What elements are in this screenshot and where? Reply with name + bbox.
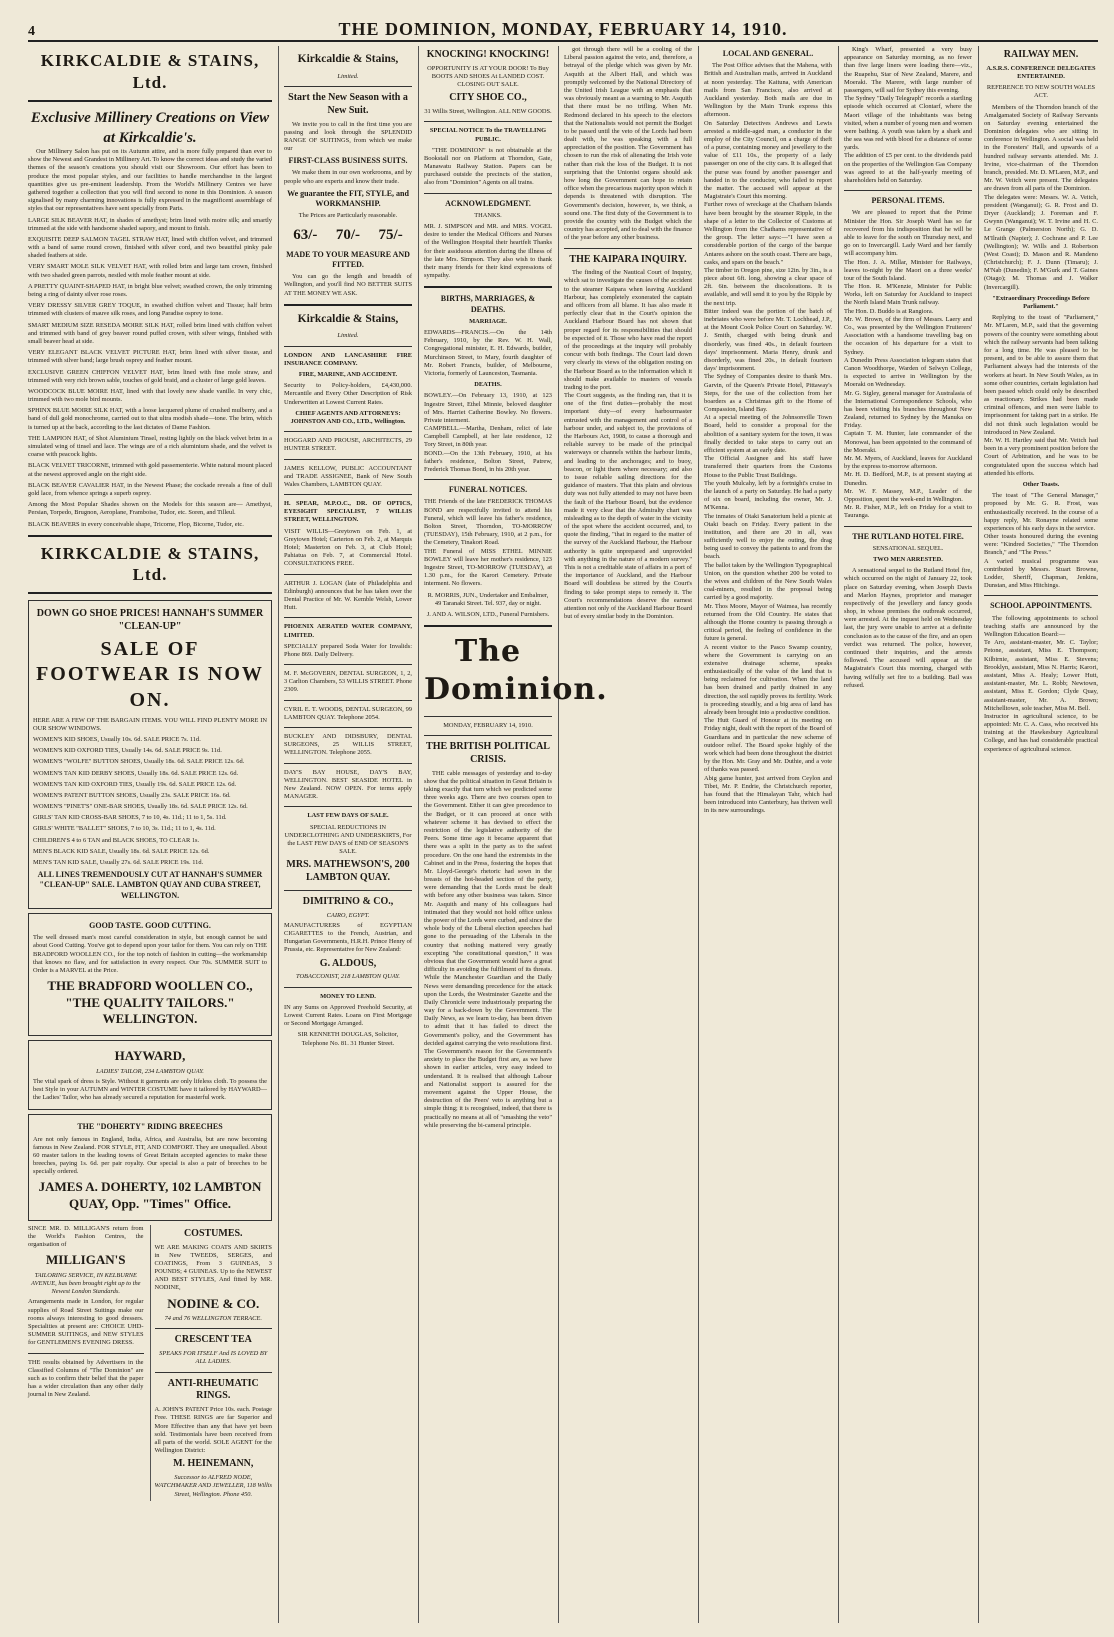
good-taste-text: The well dressed man's most careful consideration in style, but enough cannot be said about Good Cutting. You've got to depend upon your tailor for them. You can rely on THE BRADFORD WOOLLEN CO., for the top notch of fashion in cutting—the workmanship that knows no flaw, and for satisfaction in every respect. Our 70s. SUMMER SUIT to Order is a MARVEL at the Price.: [33, 934, 267, 974]
column-rule: [418, 46, 419, 1623]
hannah-item: WOMEN'S "PINET'S" ONE-BAR SHOES, Usually 18s. 6d. SALE PRICE 12s. 6d.: [33, 803, 248, 811]
limited-label: Limited.: [337, 72, 359, 80]
marriage-heading: MARRIAGE.: [469, 317, 507, 325]
crisis-continued: got through there will be a cooling of the Liberal passion against the veto, and, therefore, a betrayal of the pledge which was given by Mr. Asquith at the Albert Hall, and which was promptly welcomed by the National Directory of the United Irish League with an emphasis that was obviously meant as a warning to Mr. Asquith that there must be no trifling. When Mr. Redmond declared in his speech to the electors that the Nationalists would not permit the Budget to be passed until the veto of the Lords had been dealt with, he was speaking with a full appreciation of the position. The Government has chosen to run the risk of alienating the Irish vote rather than risk the loss of the Budget. It is not surprising that the Unionist organs should ask how long the Government can hope to retain office when the precarious majority upon which it depends is threatened with disruption. The Government's decision, however, is, we think, a sound one. The first duty of the Government is to provide the country with the Budget which the country has accepted, and to deal with the finance of the year before any other business.: [564, 46, 692, 242]
kellow-ad: JAMES KELLOW, PUBLIC ACCOUNTANT and TRADE ASSIGNEE, Bank of New South Wales Chambers, LAMBTON QUAY.: [284, 464, 412, 488]
kirkcaldie-heading: KIRKCALDIE & STAINS, Ltd.: [40, 51, 260, 92]
london-text: Security to Policy-holders, £4,430,000. Mercantile and Every Other Description of Risk Underwritten at Lowest Current Rates.: [284, 382, 412, 406]
millinery-item: BLACK BEAVERS in every conceivable shape, Tricorne, Flop, Bicorne, Tudor, etc.: [28, 520, 244, 528]
bmd-heading: BIRTHS, MARRIAGES, & DEATHS.: [440, 294, 536, 314]
hannah-item: WOMEN'S PATENT BUTTON SHOES, Usually 23s. SALE PRICE 16s. 6d.: [33, 791, 231, 799]
millinery-item: THE LAMPION HAT, of Shot Aluminium Tinsel, resting lightly on the black velvet brim in a simulated wing of tinsel and lace. The wings are of a rich aluminium shade, and the velvet is coarse with peacock lights.: [28, 434, 272, 459]
deaths-heading: DEATHS.: [474, 381, 502, 389]
hannah-heading: DOWN GO SHOE PRICES! HANNAH'S SUMMER "CLEAN-UP": [36, 608, 264, 632]
column-1: [28, 46, 272, 1623]
price-item: 63/-: [293, 226, 318, 243]
hayward-name: HAYWARD,: [114, 1047, 186, 1063]
bottom-ads: [28, 1225, 272, 1501]
made-to-measure: MADE TO YOUR MEASURE AND FITTED.: [286, 249, 410, 269]
funeral-heading: FUNERAL NOTICES.: [448, 485, 528, 495]
doherty-text: Are not only famous in England, India, Africa, and Australia, but are now becoming famous in New Zealand. FOR STYLE, FIT, AND COMFORT. They are unequalled. About 60 master tailors in the leading towns of Great Britain accepted agencies to make these breeches, paying 1s. 6d. per pair royalty. Our special is also a pair of breeches to be specially ordered.: [33, 1135, 267, 1176]
hannah-item: CHILDREN'S 4 to 6 TAN and BLACK SHOES, TO CLEAR 1s.: [33, 836, 200, 844]
doherty-name: JAMES A. DOHERTY, 102 LAMBTON QUAY, Opp. "Times" Office.: [38, 1179, 262, 1212]
workrooms-text: We make them in our own workrooms, and by people who are experts and know their trade.: [284, 169, 412, 185]
millinery-item: Among the Most Popular Shades shown on the Models for this season are— Amethyst, Persian, Torpedo, Brugnon, Aeroplane, Framboise, Tudor, etc. Soren, and Tilleul.: [28, 501, 272, 517]
milligan-name: MILLIGAN'S: [46, 1252, 126, 1268]
millinery-item: VERY DRESSY SILVER GREY TOQUE, in swathed chiffon velvet and Tissue; half brim trimmed with clusters of mauve silk roses, and long Paradise osprey to tone.: [28, 302, 272, 318]
knocking-heading: KNOCKING! KNOCKING!: [426, 49, 550, 60]
woods-ad: CYRIL E. T. WOODS, DENTAL SURGEON, 99 LAMBTON QUAY. Telephone 2054.: [284, 705, 412, 721]
column-2: [284, 46, 412, 1623]
bradford-name: THE BRADFORD WOOLLEN CO., "THE QUALITY TAILORS." WELLINGTON.: [47, 978, 253, 1027]
crescent-heading: CRESCENT TEA: [174, 1334, 252, 1346]
didsbury-ad: BUCKLEY AND DIDSBURY, DENTAL SURGEONS, 25 WILLIS STREET, WELLINGTON. Telephone 2055.: [284, 733, 412, 757]
other-toasts-heading: Other Toasts.: [1022, 480, 1060, 488]
column-rule: [278, 46, 279, 1623]
column-6: [844, 46, 972, 1623]
parliament-text: Replying to the toast of "Parliament," Mr. M'Laren, M.P., said that the governing powers of the country were something about which the railway servants had been talking for a long time. He was pleased to be present, and to be able to assure them that Parliament always had the interests of the workers at heart. In New South Wales, as in some other countries, certain legislation had been passed which could only be described as reactionary. Strikes had been made criminal offences, and men were liable to imprisonment for taking part in a strike. He did not think such legislation would be introduced in New Zealand. Mr. W. H. Hartley said that Mr. Veitch had been in a very prominent position before the Court of Arbitration, and he was to be congratulated upon the success which had attended his efforts.: [984, 314, 1098, 477]
marriage-text: EDWARDS—FRANCIS.—On the 14th February, 1910, by the Rev. W. H. Wall, Congregational minister, E. H. Edwards, builder, Murchinson Street, to Mary, fourth daughter of Mr. Robert Francis, builder, of Melbourne, Victoria, formerly of Launceston, Tasmania.: [424, 329, 552, 377]
masthead: [28, 18, 1098, 42]
limited-label-2: Limited.: [337, 332, 359, 340]
logan-ad: ARTHUR J. LOGAN (late of Philadelphia and Edinburgh) announces that he has taken over the Dental Practice of Mr. W. Kemble Welsh, Lower Hutt.: [284, 579, 412, 612]
knocking-sub: OPPORTUNITY IS AT YOUR DOOR! To Buy BOOTS AND SHOES At LANDED COST. CLOSING OUT SALE.: [427, 64, 549, 89]
special-notice-text: "THE DOMINION" is not obtainable at the Bookstall nor on Platform at Thorndon, Gate, Manawatu Railway Station. Papers can be purchased outside the precincts of the station, also from "Dominion" Agents on all trains.: [424, 146, 552, 187]
millinery-item: VERY SMART MOLE SILK VELVET HAT, with rolled brim and large tam crown, finished with two shaded green parrots, nestled with mole feather mount at side.: [28, 263, 272, 279]
aldous-sub: TOBACCONIST, 218 LAMBTON QUAY.: [296, 973, 400, 981]
millinery-item: BLACK BEAVER CAVALIER HAT, in the Newest Phase; the cockade reveals a fine of dull gold lace, from whence springs a superb osprey.: [28, 481, 272, 497]
hannah-item: MEN'S BLACK KID SALE, Usually 18s. 6d. SALE PRICE 12s. 6d.: [33, 847, 210, 855]
city-shoe-sub: 31 Willis Street, Wellington. ALL NEW GOODS.: [424, 108, 552, 116]
costumes-text: WE ARE MAKING COATS AND SKIRTS in New TWEEDS, SERGES, and COATINGS, From 3 GUINEAS, 3 POUNDS; 4 GUINEAS. Up to the NEWEST AND BEST STYLES, And fitted by MR. NODINE,: [154, 1243, 272, 1292]
aldous-name: G. ALDOUS,: [319, 957, 377, 969]
masthead-title: THE DOMINION, MONDAY, FEBRUARY 14, 1910.: [338, 19, 788, 39]
hannah-item: WOMEN'S "WOLFE" BUTTON SHOES, Usually 18s. 6d. SALE PRICE 12s. 6d.: [33, 758, 245, 766]
millinery-item: BLACK VELVET TRICORNE, trimmed with gold passementerie. White natural mount placed at the newest approved angle on the right side.: [28, 462, 272, 478]
undertaker-ad: R. MORRIS, JUN., Undertaker and Embalmer, 49 Taranaki Street. Tel. 937, day or night.: [427, 591, 549, 607]
mcgovern-ad: M. F. McGOVERN, DENTAL SURGEON, 1, 2, 3 Carlton Chambers, 53 WILLIS STREET. Phone 2309.: [284, 670, 412, 694]
rutland-heading: THE RUTLAND HOTEL FIRE.: [852, 531, 964, 541]
hoggard-ad: HOGGARD AND PROUSE, ARCHITECTS, 29 HUNTER STREET.: [284, 437, 412, 453]
crescent-sub: SPEAKS FOR ITSELF And IS LOVED BY ALL LADIES.: [159, 1350, 268, 1366]
hannah-item: GIRLS' TAN KID CROSS-BAR SHOES, 7 to 10, 4s. 11d.; 11 to 1, 5s. 11d.: [33, 814, 227, 822]
milligan-ad: [28, 1225, 144, 1501]
money-heading: MONEY TO LEND.: [320, 992, 376, 1000]
heinemann-sub: Successor to ALFRED NODE, WATCHMAKER AND JEWELLER, 118 Willis Street, Wellington. Phone 450.: [154, 1474, 272, 1498]
column-3: [424, 46, 608, 1623]
kaipara-heading: THE KAIPARA INQUIRY.: [569, 253, 687, 265]
suit-intro: We invite you to call in the first time you are passing and look through the SPLENDID RANGE OF SUITINGS, from which we make our: [284, 120, 412, 153]
millinery-intro: Our Millinery Salon has put on its Autumn attire, and is more fully prepared than ever to show the Newest and Grandest in Millinery Art. To know the correct ideas and study the varied themes of the season's creations you should visit our Showroom. Our effort has been to produce the most popular styles, and our facilities to handle merchandise in the largest quantities give us pre-eminent leadership. From the World's Millinery Centres we have gathered together a collection that you will find second to none in this Dominion. A season signalised by many charming innovations is fully expressed in the magnificent assemblage of styles that our representatives have sent specially from Paris.: [28, 148, 272, 213]
railway-text: Members of the Thorndon branch of the Amalgamated Society of Railway Servants on Saturday evening entertained the Dominion delegates who are sitting in conference in Wellington. A social was held in the Foresters' Hall, and upwards of a hundred railway servants attended. Mr. J. Irvine, vice-chairman of the Thorndon branch, presided. Mr. D. M'Laren, M.P., and Mr. W. Veitch were present. The delegates are drawn from all parts of the Dominion. The delegates were: Messrs. W. A. Veitch, president (Wanganui); G. R. Frost and D. Dryer (Auckland); J. Foreman and F. Gwynn (Wanganui); W. T. Irvine and H. C. Le Grange (Palmerston North); G. D. M'Ilraith (Napier); J. Cochrane and P. Lee (Wellington); W. Wills and J. Robertson (West Coast); D. Mason and R. Mandeno (Christchurch); F. J. Dunn (Timaru); J. M'Nab (Dunedin); F. M'Gurk and T. Gaines (Otago); M. Thomas and J. Walker (Invercargill).: [984, 103, 1098, 291]
millinery-item: WOODCOCK BLUE MOIRE HAT, lined with that lovely new shade vanille. In very chic, trimmed with two mole bird mounts.: [28, 387, 272, 404]
funeral-text: THE Friends of the late FREDERICK THOMAS BOND are respectfully invited to attend his Funeral, which will leave his father's residence, Bolton Street, Thorndon, TO-MORROW (TUESDAY), 15th February, 1910, at 2 p.m., for the Cemetery, Tinakori Road. THE Funeral of MISS ETHEL MINNIE BOWLEY will leave her mother's residence, 123 Ingestre Street, TO-MORROW (TUESDAY), at 1.30 p.m., for the Karori Cemetery. Private interment. No flowers.: [424, 498, 552, 588]
days-bay-ad: DAY'S BAY HOUSE, DAY'S BAY, WELLINGTON. BEST SEASIDE HOTEL in New Zealand. NOW OPEN. For terms apply MANAGER.: [284, 768, 412, 801]
heinemann-name: M. HEINEMANN,: [173, 1458, 254, 1470]
school-text: The following appointments to school teaching staffs are announced by the Wellington Education Board:— Te Aro, assistant-master, Mr. C. Taylor; Petone, assistant, Miss E. Thompson; Kilbirnie, assistant, Miss E. Stevens; Brooklyn, assistant, Miss N. Harris; Karori, assistant, Miss A. Healy; Lower Hutt, assistant-master, Mr. L. Robb; Newtown, assistant, Miss E. Gordon; Clyde Quay, assistant-master, Mr. A. Brown; Mitchelltown, sole teacher, Miss M. Bell. Instructor in agricultural science, to be appointed: Mr. C. A. Cass, who received his training at the Hawkesbury Agricultural College, and has had considerable practical experience of agricultural science.: [984, 614, 1098, 753]
london-sub: FIRE, MARINE, AND ACCIDENT.: [298, 371, 398, 379]
dimitrino-text: MANUFACTURERS of EGYPTIAN CIGARETTES to the French, Austrian, and Hungarian Governments, H.R.H. Prince Henry of Prussia, etc. Representative for New Zealand:: [284, 921, 412, 954]
milligan-sub: TAILORING SERVICE, IN KELBURNE AVENUE, has been brought right up to the Newest London Standards.: [31, 1271, 141, 1296]
wilson-ad: J. AND A. WILSON, LTD., Funeral Furnishers.: [426, 610, 550, 618]
page-number: 4: [28, 24, 35, 39]
dimitrino-name: DIMITRINO & CO.,: [302, 895, 394, 907]
spear-ad: H. SPEAR, M.P.O.C., DR. OF OPTICS, EYESIGHT SPECIALIST, 7 WILLIS STREET, WELLINGTON.: [284, 500, 412, 524]
doherty-ad: [28, 1114, 272, 1220]
millinery-item: EXQUISITE DEEP SALMON TAGEL STRAW HAT, lined with chiffon velvet, and trimmed with a band of same round crown, finished with silver cord, and two beautiful pinky pale shaded feathers at side.: [28, 235, 272, 260]
hayward-text: The vital spark of dress is Style. Without it garments are only lifeless cloth. To possess the best Style in your AUTUMN and WINTER COSTUME have it tailored by HAYWARD—the Ladies' Tailor, who has already secured a reputation for masterful work.: [33, 1077, 267, 1102]
rutland-arrest: TWO MEN ARRESTED.: [873, 555, 943, 563]
rutland-sub: SENSATIONAL SEQUEL.: [872, 544, 944, 552]
deaths-text: BOWLEY.—On February 13, 1910, at 123 Ingestre Street, Ethel Minnie, beloved daughter of Mrs. Harriet Catherine Bowley. No flowers. Private interment. CAMPBELL.—Martha, Denham, relict of late Campbell Campbell, at her late residence, 12 Tory Street, in 80th year. BOND.—On the 13th February, 1910, at his father's residence, Bolton Street, Patrew, Frederick Thomas Bond, in his 20th year.: [424, 392, 552, 474]
phoenix-heading: PHOENIX AERATED WATER COMPANY, LIMITED.: [284, 623, 412, 639]
spear-text: VISIT WILLIS—Greytown on Feb. 1, at Greytown Hotel; Carterton on Feb. 2, at Marquis Hotel; Masterton on Feb. 3, at Club Hotel; Pahiatua on Feb. 7, at Commercial Hotel. CONSULTATIONS FREE.: [284, 527, 412, 568]
costumes-heading: COSTUMES.: [183, 1227, 243, 1239]
london-heading: LONDON AND LANCASHIRE FIRE INSURANCE COMPANY.: [284, 351, 412, 367]
first-class-heading: FIRST-CLASS BUSINESS SUITS.: [288, 156, 408, 166]
milligan-text-2: Arrangements made in London, for regular supplies of Road Street Suitings make our rooms always interesting to good dressers. Specialities at present are: CHOICE UHD-SUMMER SUITINGS, and NEW STYLES for GENTLEMEN'S EVENING DRESS.: [28, 1298, 144, 1347]
millinery-item: A PRETTY QUAINT-SHAPED HAT, in bright blue velvet; swathed crown, the only trimming being a ring of dainty silver rose roses.: [28, 282, 272, 298]
hannah-item: WOMEN'S TAN KID OXFORD TIES, Usually 19s. 6d. SALE PRICE 12s. 6d.: [33, 780, 237, 788]
railway-heading: RAILWAY MEN.: [1003, 49, 1079, 60]
guarantee-heading: We guarantee the FIT, STYLE, and WORKMANSHIP.: [287, 188, 409, 209]
gazette-note: THE results obtained by Advertisers in the Classified Columns of "The Dominion" are such as to confirm their belief that the paper has a wider circulation than any other daily journal in New Zealand.: [28, 1358, 144, 1399]
better-suits: You can go the length and breadth of Wellington, and you'll find NO BETTER SUITS AT THE MONEY WE ASK.: [284, 273, 412, 297]
column-7: [984, 46, 1098, 1623]
crisis-text: THE cable messages of yesterday and to-day show that the political situation in Great Britain is taking exactly that turn which we predicted some three weeks ago. There are two courses open to the Government. Either it can give precedence to the Budget, or it can proceed at once with whatever scheme it has devised to effect the restriction of the legislative authority of the Peers. Some time ago it became apparent that there was a split in the party as to the safest procedure. On the one hand the extremists in the Cabinet and in the Press, fostering the hopes that Mr. Lloyd-George's rhetoric had sown in the breasts of the hot-headed section of the party, were demanding that the Lords must be dealt with before any other business was taken. Since Mr. Asquith and many of his colleagues had intimated that they would not hold office unless the power of the Lords were curbed, and since the whole body of the Liberal election speeches had gone to the persuading of the Liberals in the country that nothing mattered very greatly excepting "the constitutional question," it was obvious that the Government would have a great difficulty in avoiding the fulfilment of its threats. While the Manchester Guardian and the Daily News were demanding precedence for the attack upon the Lords, the Westminster Gazette and the Daily Chronicle were industriously preparing the way for a back-down by the Government. The Daily News, as we learn to-day, has been driven to admit that it has failed to direct the Government's policy, and the Government has decided against carrying the veto resolutions first. The Government's reason for the Government's anxiety to place the Budget first are, as we have shown in earlier articles, very easy indeed to understand. It is realised that although Labour and Nationalist support is assured for the movement against the Upper House, the destruction of the Peers' veto is anything but a simple thing; it is recognised, indeed, that there is practically no means at all of "smashing the veto" while preserving the bi-cameral principle.: [424, 769, 552, 1129]
hannah-item: WOMEN'S KID OXFORD TIES, Usually 14s. 6d. SALE PRICE 9s. 11d.: [33, 747, 222, 755]
milligan-text: SINCE MR. D. MILLIGAN'S return from the World's Fashion Centres, the organisation of: [28, 1224, 144, 1249]
hannah-item: GIRLS' WHITE "BALLET" SHOES, 7 to 10, 3s. 11d.; 11 to 1, 4s. 11d.: [33, 825, 216, 833]
millinery-item: EXCLUSIVE GREEN CHIFFON VELVET HAT, brim lined with fine mole straw, and trimmed with very rich brown sable, touches of gold braid, and a cluster of large gold leaves.: [28, 368, 272, 384]
dateline: MONDAY, FEBRUARY 14, 1910.: [443, 721, 533, 729]
price-item: 75/-: [378, 226, 403, 243]
hannah-item: WOMEN'S KID SHOES, Usually 10s. 6d. SALE PRICE 7s. 11d.: [33, 735, 201, 743]
other-toasts-text: The toast of "The General Manager," proposed by Mr. G. R. Frost, was enthusiastically received. In the course of a happy reply, Mr. Ronayne related some experiences of his early days in the service. Other toasts honoured during the evening were: "Kindred Societies," "The Thorndon Branch," and "The Press." A varied musical programme was contributed by Messrs. Stuart Browne, Lodder, Sheriff, Chapman, Jenkins, Dunstan, and Miss Hitchings.: [984, 492, 1098, 590]
railway-sub: A.S.R.S. CONFERENCE DELEGATES ENTERTAINED.: [986, 64, 1096, 80]
hannah-footer: ALL LINES TREMENDOUSLY CUT AT HANNAH'S SUMMER "CLEAN-UP" SALE. LAMBTON QUAY AND CUBA STREET, WELLINGTON.: [37, 870, 263, 900]
parliament-heading: "Extraordinary Proceedings Before Parliament.": [992, 294, 1090, 311]
hayward-ad: [28, 1040, 272, 1110]
kaipara-text: The finding of the Nautical Court of Inquiry, which sat to investigate the causes of the accident to the steamer Kaipara when leaving Auckland Harbour, has completely exonerated the captain and officers from all blame. It has also made it perfectly clear that in the Court's opinion the Auckland Harbour Board has not shown that proper regard for its responsibilities that should be expected of it. Those who have read the report of the proceedings at the inquiry will probably concur with both findings. The Court laid down very clearly its views of the obligation resting on the Harbour Board as to the information which it should make available to masters of vessels trading to the port. The Court suggests, as the finding ran, that it is one of the first duties—probably the most important duty—of every harbourmaster entrusted with the management and control of a harbour under, and subject to, the provisions of the Harbours Act, 1908, to cause a thorough and reliable survey to be made of the principal waterways or channels within the harbour limits, and leading to the anchorages; and to buoy, beacon, or light them where necessary; and also to issue reliable sailing directions for the guidance of masters. That this plain and obvious duty was not fully attended to may not have been the fault of the Harbour Board, but the evidence made it very clear that the Admiralty chart was misleading as to the depth of water in the vicinity of the spot where the accident occurred, and, to quote the finding, "that in regard to the matter of the survey of the Auckland Harbour, the Harbour authority is quite unprepared and unprovided with anything in the nature of a modern survey." This is not a creditable state of affairs in a port of the importance of Auckland, and the Harbour Board will doubtless be stirred by the Court's finding to take prompt steps to remedy it. The Court's recommendations deserve the earnest attention not only of the Auckland Harbour Board but of every similar body in the Dominion.: [564, 269, 692, 621]
hannah-intro: HERE ARE A FEW OF THE BARGAIN ITEMS. YOU WILL FIND PLENTY MORE IN OUR SHOW WINDOWS.: [33, 716, 267, 732]
column-4: [564, 46, 692, 1623]
acknowledgment-thanks: THANKS.: [474, 211, 502, 219]
column-rule: [838, 46, 839, 1623]
local-heading: LOCAL AND GENERAL.: [722, 49, 814, 58]
douglas-ad: SIR KENNETH DOUGLAS, Solicitor, Telephone No. 81. 31 Hunter Street.: [297, 1031, 399, 1047]
dimitrino-sub: CAIRO, EGYPT.: [326, 911, 370, 919]
millinery-item: SPHINX BLUE MOIRE SILK HAT, with a loose lacquered plume of crushed mulberry, and a band of dull gold monochrome, carried out to that ultra modish shade—tone. The brim, which is turned up at the back, according to the last dictates of Dame Fashion.: [28, 407, 272, 431]
railway-sub-2: REFERENCE TO NEW SOUTH WALES ACT.: [986, 84, 1096, 100]
kirkcaldie-heading-3: Kirkcaldie & Stains,: [297, 53, 399, 65]
millinery-headline: Exclusive Millinery Creations on View at Kirkcaldie's.: [30, 109, 270, 146]
money-text: IN any Sums on Approved Freehold Security, at Lowest Current Rates. Loans on First Mortgage or Second Mortgage Arranged.: [284, 1003, 412, 1028]
column-5: [704, 46, 832, 1623]
prices-intro: The Prices are Particularly reasonable.: [298, 212, 398, 220]
column-rule: [698, 46, 699, 1623]
special-notice: SPECIAL NOTICE To the TRAVELLING PUBLIC.: [429, 127, 547, 143]
antirings-heading: ANTI-RHEUMATIC RINGS.: [167, 1377, 259, 1402]
mathewson-name: MRS. MATHEWSON'S, 200 LAMBTON QUAY.: [286, 859, 410, 884]
new-season-heading: Start the New Season with a New Suit.: [288, 91, 408, 116]
personal-text: We are pleased to report that the Prime Minister the Hon. Sir Joseph Ward has so far recovered from his indisposition that he will be able to leave for the south on Thursday next, and go on to Invercargill. Lady Ward and her family will accompany him. The Hon. J. A. Millar, Minister for Railways, leaves to-night by the Maori on a three weeks' tour of the South Island. The Hon. R. M'Kenzie, Minister for Public Works, left on Saturday for Auckland to inspect the North Island Main Trunk railway. The Hon. D. Buddo is at Rangiora. Mr. W. Brown, of the firm of Messrs. Laery and Co., was presented by the Wellington Fruiterers' Association with a handsome travelling bag on the occasion of his departure for a visit to Sydney. A Dunedin Press Association telegram states that Canon Woodthorpe, Warden of Selwyn College, is expected to arrive in Wellington by the Moeraki on Wednesday. Mr. G. Sigley, general manager for Australasia of the International Correspondence Schools, who has been visiting his branches throughout New Zealand, returned to Sydney by the Manuka on Friday. Captain T. M. Hunter, late commander of the Monowai, has been appointed to the command of the Moeraki. Mr. M. Myers, of Auckland, leaves for Auckland by the express to-morrow afternoon. Mr. H. D. Bedford, M.P., is at present staying at Dunedin. Mr. W. F. Massey, M.P., Leader of the Opposition, spent the week-end in Wellington. Mr. R. Fisher, M.P., left on Friday for a visit to Tauranga.: [844, 209, 972, 520]
column-rule: [978, 46, 979, 1623]
school-heading: SCHOOL APPOINTMENTS.: [990, 601, 1092, 611]
millinery-item: SMART MEDIUM SIZE RESEDA MOIRE SILK HAT, rolled brim lined with chiffon velvet and trimmed with band of grey beaver round puffed crown, with silver wings, finished with small beaver head at side.: [28, 321, 272, 345]
millinery-item: VERY ELEGANT BLACK VELVET PICTURE HAT, brim lined with silver tissue, and trimmed with silver band; large brush osprey and feather mount.: [28, 349, 272, 365]
price-list: [284, 226, 412, 245]
acknowledgment-heading: ACKNOWLEDGMENT.: [445, 198, 531, 208]
last-few-days: LAST FEW DAYS OF SALE.: [307, 812, 389, 820]
price-item: 70/-: [335, 226, 361, 243]
doherty-heading: THE "DOHERTY" RIDING BREECHES: [77, 1122, 223, 1132]
kirkcaldie-heading-4: Kirkcaldie & Stains,: [297, 312, 399, 325]
bradford-ad: [28, 913, 272, 1036]
hannah-sale: SALE OF FOOTWEAR IS NOW ON.: [36, 637, 264, 711]
good-taste-heading: GOOD TASTE. GOOD CUTTING.: [89, 920, 211, 930]
city-shoe-name: CITY SHOE CO.,: [449, 92, 527, 104]
kirkcaldie-heading-2: KIRKCALDIE & STAINS, Ltd.: [40, 543, 260, 585]
hannah-item: WOMEN'S TAN KID DERBY SHOES, Usually 18s. 6d. SALE PRICE 12s. 6d.: [33, 769, 239, 777]
hannah-item: MEN'S TAN KID SALE, Usually 27s. 6d. SALE PRICE 19s. 11d.: [33, 859, 204, 866]
costumes-column: [150, 1225, 272, 1501]
hayward-sub: LADIES' TAILOR, 234 LAMBTON QUAY.: [96, 1067, 204, 1075]
nameplate: The Dominion.: [424, 634, 608, 708]
reductions-text: SPECIAL REDUCTIONS IN UNDERCLOTHING AND UNDERSKIRTS, For the LAST FEW DAYS of END OF SEASON'S SALE.: [284, 823, 412, 856]
hannah-ad: [28, 600, 272, 909]
antirings-text: A. JOHN'S PATENT Price 10s. each. Postage Free. THESE RINGS are far Superior and More Effective than any that have yet been sold. Testimonials have been received from all parts of the world. SOLE AGENT for the Wellington District:: [154, 1406, 272, 1455]
millinery-item: LARGE SILK BEAVER HAT, in shades of amethyst; brim lined with moire silk; and smartly trimmed at the side with handsome shaded sapory, and mount to finish.: [28, 216, 272, 232]
rutland-text: A sensational sequel to the Rutland Hotel fire, which occurred on the night of January 22, took place on Saturday evening, when Joseph Davis and Marlon Haynes, proprietor and manager respectively of the jewellery and fancy goods shop, in whose premises the outbreak occurred, were arrested. At the inquest held on Wednesday last, the jury were unable to arrive at a definite conclusion as to the cause of the fire, and an open verdict was returned. The police, however, continued their inquiries, and the arrests followed. The accused will appear at the Magistrate's Court this morning, charged with having wilfully set fire to a building. Bail was refused.: [844, 567, 972, 689]
column-rule: [558, 46, 559, 1623]
nodine-name: NODINE & CO.: [167, 1295, 260, 1311]
acknowledgment-text: MR. J. SIMPSON and MR. and MRS. VOGEL desire to tender the Medical Officers and Nurses of the Wellington Hospital their heartfelt Thanks for their assiduous attention during the illness of the late Mrs. Simpson. They also wish to thank their many friends for their kind expressions of sympathy.: [424, 223, 552, 280]
local-text: The Post Office advises that the Mahena, with British and Australian mails, arrived in Auckland at noon yesterday. The Kaituna, with American mails from San Francisco, also arrived at Auckland yesterday. Both mails are due in Wellington by the Main Trunk express this afternoon. On Saturday Detectives Andrews and Lewis arrested a middle-aged man, a conductor in the employ of the City Council, on a charge of theft of a purse, containing money and jewellery to the value of £11 10s., the property of a lady passenger on one of the city cars. It is alleged that the purse was found by another passenger and handed in to the conductor, who failed to report the matter. The accused will appear at the Magistrate's Court this morning. Further rows of wreckage at the Chatham Islands have been brought by the steamer Ripple, in the shape of a letter to the Collector of Customs at Wellington from the Chathams representative of the group. The letter says:—"I have seen a considerable portion of the cargo of the barque Antares ashore on the south coast. There are bags, casks, and spars on the beach." The timber in Oregon pine, size 12in. by 3in., is a piece about 6ft. long, showing a clear space of 2ft. 6in. between the discolorations. It is available, and will send it to you by the Ripple by the next trip. Bitter indeed was the portion of the batch of inebriates who were before Mr. T. Lochhead, J.P., at the Mount Cook Police Court on Saturday. W. J. Smith, charged with being drunk and disorderly, was fined 40s., in default fourteen days' imprisonment. Maria Henry, drunk and disorderly, was fined 20s., in default fourteen days' imprisonment. The Sydney of Companies desire to thank Mrs. Garvin, of the Queen's Private Hotel, Pittaway's Steps, for the use of the collection from her boarders as a Christmas gift to the Home of Compassion, Island Bay. At a special meeting of the Johnsonville Town Board, held to consider a proposal for the abolition of a sanitary system for the town, it was finally decided to take steps to carry out an efficient system at an early date. The Official Assignee and his staff have transferred their quarters from the Customs House to the Public Trust Buildings. The youth Mulcahy, left by a fortnight's cruise in the launch of a party on Saturday. He had a party of six on board, including the owner, Mr. J. M'Kenna. The inmates of Otaki Sanatorium held a picnic at Otaki beach on Friday. Every patient in the institution, and there are 20 in all, was sufficiently well to enjoy the outing, the drag being used to convey the patients to and from the beach. The ballot taken by the Wellington Typographical Union, on the question whether 200 be voted to the wives and children of the New South Wales coal-miners, resulted in the proposal being carried by a good majority. Mr. Thos Moore, Mayor of Waimea, has recently returned from the Old Country. He states that although the Home country is passing through a critical period, the feeling of confidence in the future is general. A recent visitor to the Pasco Swamp country, where the Government is carrying on an extensive drainage scheme, speaks enthusiastically of the value of the land that is being reclaimed for cultivation. When the land has been drained and partly drained in any direction, the soil rapidly proves its fertility. Work is proceeding steadily, and a big area of land has already been brought into a productive condition. The Hutt Guard of Honour at its meeting on Friday night, dealt with the report of the Board of Guardians and in particular the new scheme of outdoor relief. The Board spoke highly of the work which had been done throughout the district by the Hon. Mr. Gray and Mr. Duthie, and a vote of thanks was passed. Abig game hunter, just arrived from Ceylon and Tibet, Mr. P. Endrie, the Christchurch reporter, has found that the Himalayan Tahr, which had been introduced into Canterbury, has thriven well in its new surroundings.: [704, 62, 833, 815]
chief-agents: CHIEF AGENTS AND ATTORNEYS: JOHNSTON AND CO., LTD., Wellington.: [290, 409, 406, 425]
crisis-heading: THE BRITISH POLITICAL CRISIS.: [426, 741, 550, 765]
wharf-text: King's Wharf, presented a very busy appearance on Saturday morning, as no fewer than five large liners were loading there—viz., the Ruapehu, Star of New Zealand, Marere, and Moeraki. The Marere, with large number of passengers, will sail for Sydney this evening. The Sydney "Daily Telegraph" records a startling episode which occurred at Clontarf, where the Maori village of the inhabitants was being visited, when a number of young men and women were bathing. A youth was taken by a shark and the sea was red with blood for a distance of some yards. The addition of £5 per cent. to the dividends paid on the properties of the Wellington Gas Company was agreed to at the half-yearly meeting of shareholders held on Saturday.: [844, 46, 972, 184]
personal-heading: PERSONAL ITEMS.: [871, 196, 945, 206]
nodine-sub: 74 and 76 WELLINGTON TERRACE.: [164, 1315, 262, 1323]
phoenix-text: SPECIALLY prepared Soda Water for Invalids: Phone 869. Daily Delivery.: [284, 642, 412, 658]
